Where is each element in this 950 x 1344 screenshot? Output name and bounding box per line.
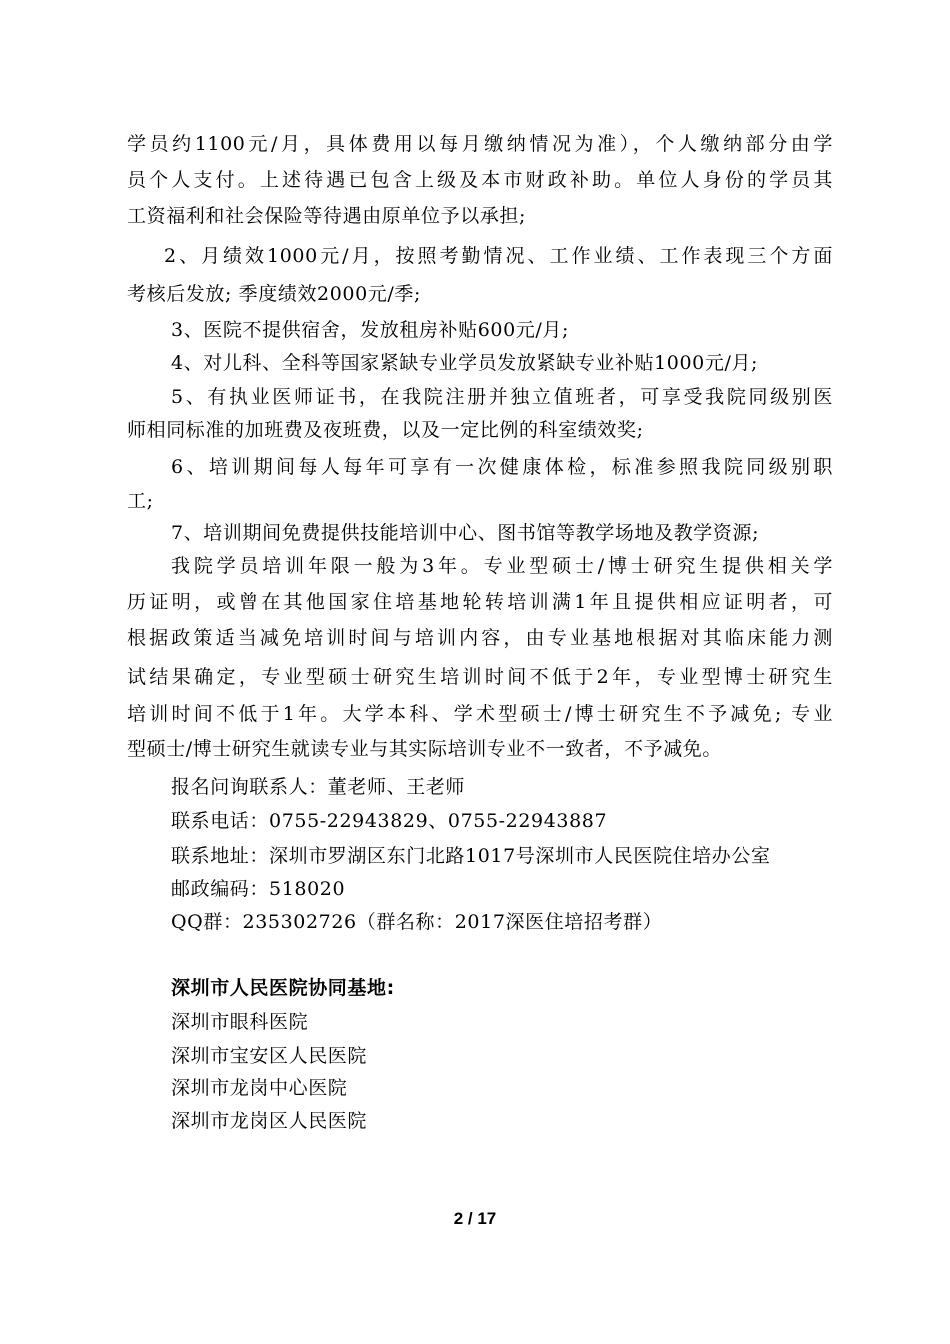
- contact-phone: 联系电话：0755-22943829、0755-22943887: [171, 810, 608, 832]
- contact-person: 报名问询联系人：董老师、王老师: [171, 776, 466, 798]
- list-item-4: 4、对儿科、全科等国家紧缺专业学员发放紧缺专业补贴1000元/月;: [171, 352, 759, 374]
- partner-hospital-item: 深圳市龙岗中心医院: [171, 1077, 348, 1099]
- body-text-line: 工资福利和社会保险等待遇由原单位予以承担;: [127, 205, 527, 227]
- body-text-line: 员个人支付。上述待遇已包含上级及本市财政补助。单位人身份的学员其: [127, 169, 833, 191]
- page-number: 2 / 17: [453, 1209, 497, 1228]
- list-item-6-line: 工;: [127, 490, 154, 512]
- list-item-2-line: 2、月绩效1000元/月，按照考勤情况、工作业绩、工作表现三个方面: [164, 245, 833, 267]
- contact-address: 联系地址：深圳市罗湖区东门北路1017号深圳市人民医院住培办公室: [171, 845, 771, 867]
- list-item-5-line: 师相同标准的加班费及夜班费，以及一定比例的科室绩效奖;: [127, 419, 644, 441]
- body-text-line: 培训时间不低于1年。大学本科、学术型硕士/博士研究生不予减免; 专业: [127, 703, 833, 725]
- body-text-line: 我院学员培训年限一般为3年。专业型硕士/博士研究生提供相关学: [171, 555, 833, 577]
- body-text-line: 试结果确定，专业型硕士研究生培训时间不低于2年，专业型博士研究生: [127, 666, 833, 688]
- body-text-line: 型硕士/博士研究生就读专业与其实际培训专业不一致者，不予减免。: [127, 738, 723, 760]
- body-text-line: 学员约1100元/月，具体费用以每月缴纳情况为准），个人缴纳部分由学: [127, 133, 833, 155]
- body-text-line: 历证明，或曾在其他国家住培基地轮转培训满1年且提供相应证明者，可: [127, 591, 833, 613]
- list-item-5-line: 5、有执业医师证书，在我院注册并独立值班者，可享受我院同级别医: [171, 386, 833, 408]
- body-text-line: 根据政策适当减免培训时间与培训内容，由专业基地根据对其临床能力测: [127, 627, 833, 649]
- partner-hospitals-heading: 深圳市人民医院协同基地:: [171, 977, 395, 999]
- contact-qq-group: QQ群：235302726（群名称：2017深医住培招考群）: [171, 911, 663, 933]
- list-item-3: 3、医院不提供宿舍，发放租房补贴600元/月;: [171, 319, 569, 341]
- list-item-7: 7、培训期间免费提供技能培训中心、图书馆等教学场地及教学资源;: [171, 522, 760, 544]
- contact-postcode: 邮政编码：518020: [171, 878, 346, 900]
- partner-hospital-item: 深圳市宝安区人民医院: [171, 1045, 368, 1067]
- partner-hospital-item: 深圳市眼科医院: [171, 1011, 309, 1033]
- list-item-6-line: 6、培训期间每人每年可享有一次健康体检，标准参照我院同级别职: [171, 456, 833, 478]
- partner-hospital-item: 深圳市龙岗区人民医院: [171, 1110, 368, 1132]
- list-item-2-line: 考核后发放; 季度绩效2000元/季;: [127, 283, 421, 305]
